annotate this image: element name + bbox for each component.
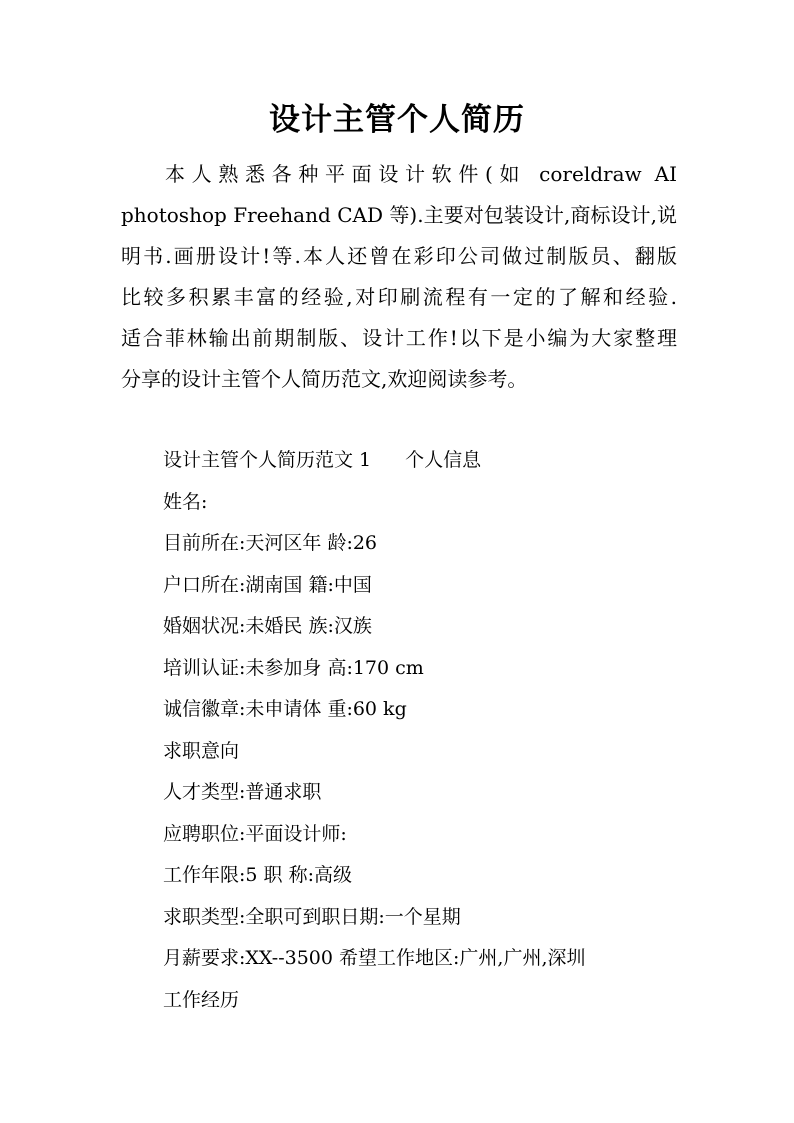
job-intention-heading: 求职意向 — [163, 739, 240, 762]
intro-line: 明书.画册设计!等.本人还曾在彩印公司做过制版员、翻版 — [121, 244, 677, 268]
section-label: 个人信息 — [405, 449, 482, 471]
intro-line: 比较多积累丰富的经验,对印刷流程有一定的了解和经验. — [121, 285, 677, 309]
intro-line: 适合菲林输出前期制版、设计工作!以下是小编为大家整理 — [121, 326, 677, 350]
info-row-certification-height: 培训认证:未参加身 高:170 cm — [163, 656, 424, 679]
intro-line: 分享的设计主管个人简历范文,欢迎阅读参考。 — [121, 367, 528, 391]
info-row-name: 姓名: — [163, 490, 208, 513]
info-row-experience-title: 工作年限:5 职 称:高级 — [163, 864, 352, 886]
intro-line: 本人熟悉各种平面设计软件(如 coreldraw AI — [165, 162, 677, 186]
info-row-position: 应聘职位:平面设计师: — [163, 822, 347, 845]
resume-info — [163, 440, 683, 1021]
info-row-job-type-start: 求职类型:全职可到职日期:一个星期 — [163, 905, 461, 928]
intro-paragraph — [121, 154, 677, 400]
section-heading — [163, 440, 683, 482]
info-row-badge-weight: 诚信徽章:未申请体 重:60 kg — [163, 698, 407, 720]
work-history-heading: 工作经历 — [163, 988, 240, 1011]
info-row-talent-type: 人才类型:普通求职 — [163, 781, 322, 803]
intro-line: photoshop Freehand CAD 等).主要对包装设计,商标设计,说 — [121, 203, 677, 227]
sample-label: 设计主管个人简历范文 1 — [163, 449, 372, 471]
info-row-location-age: 目前所在:天河区年 龄:26 — [163, 532, 378, 554]
info-row-hukou-nationality: 户口所在:湖南国 籍:中国 — [163, 573, 372, 596]
info-row-marital-ethnicity: 婚姻状况:未婚民 族:汉族 — [163, 615, 372, 637]
document-title: 设计主管个人简历 — [269, 102, 525, 138]
info-row-salary-location: 月薪要求:XX--3500 希望工作地区:广州,广州,深圳 — [163, 947, 586, 969]
